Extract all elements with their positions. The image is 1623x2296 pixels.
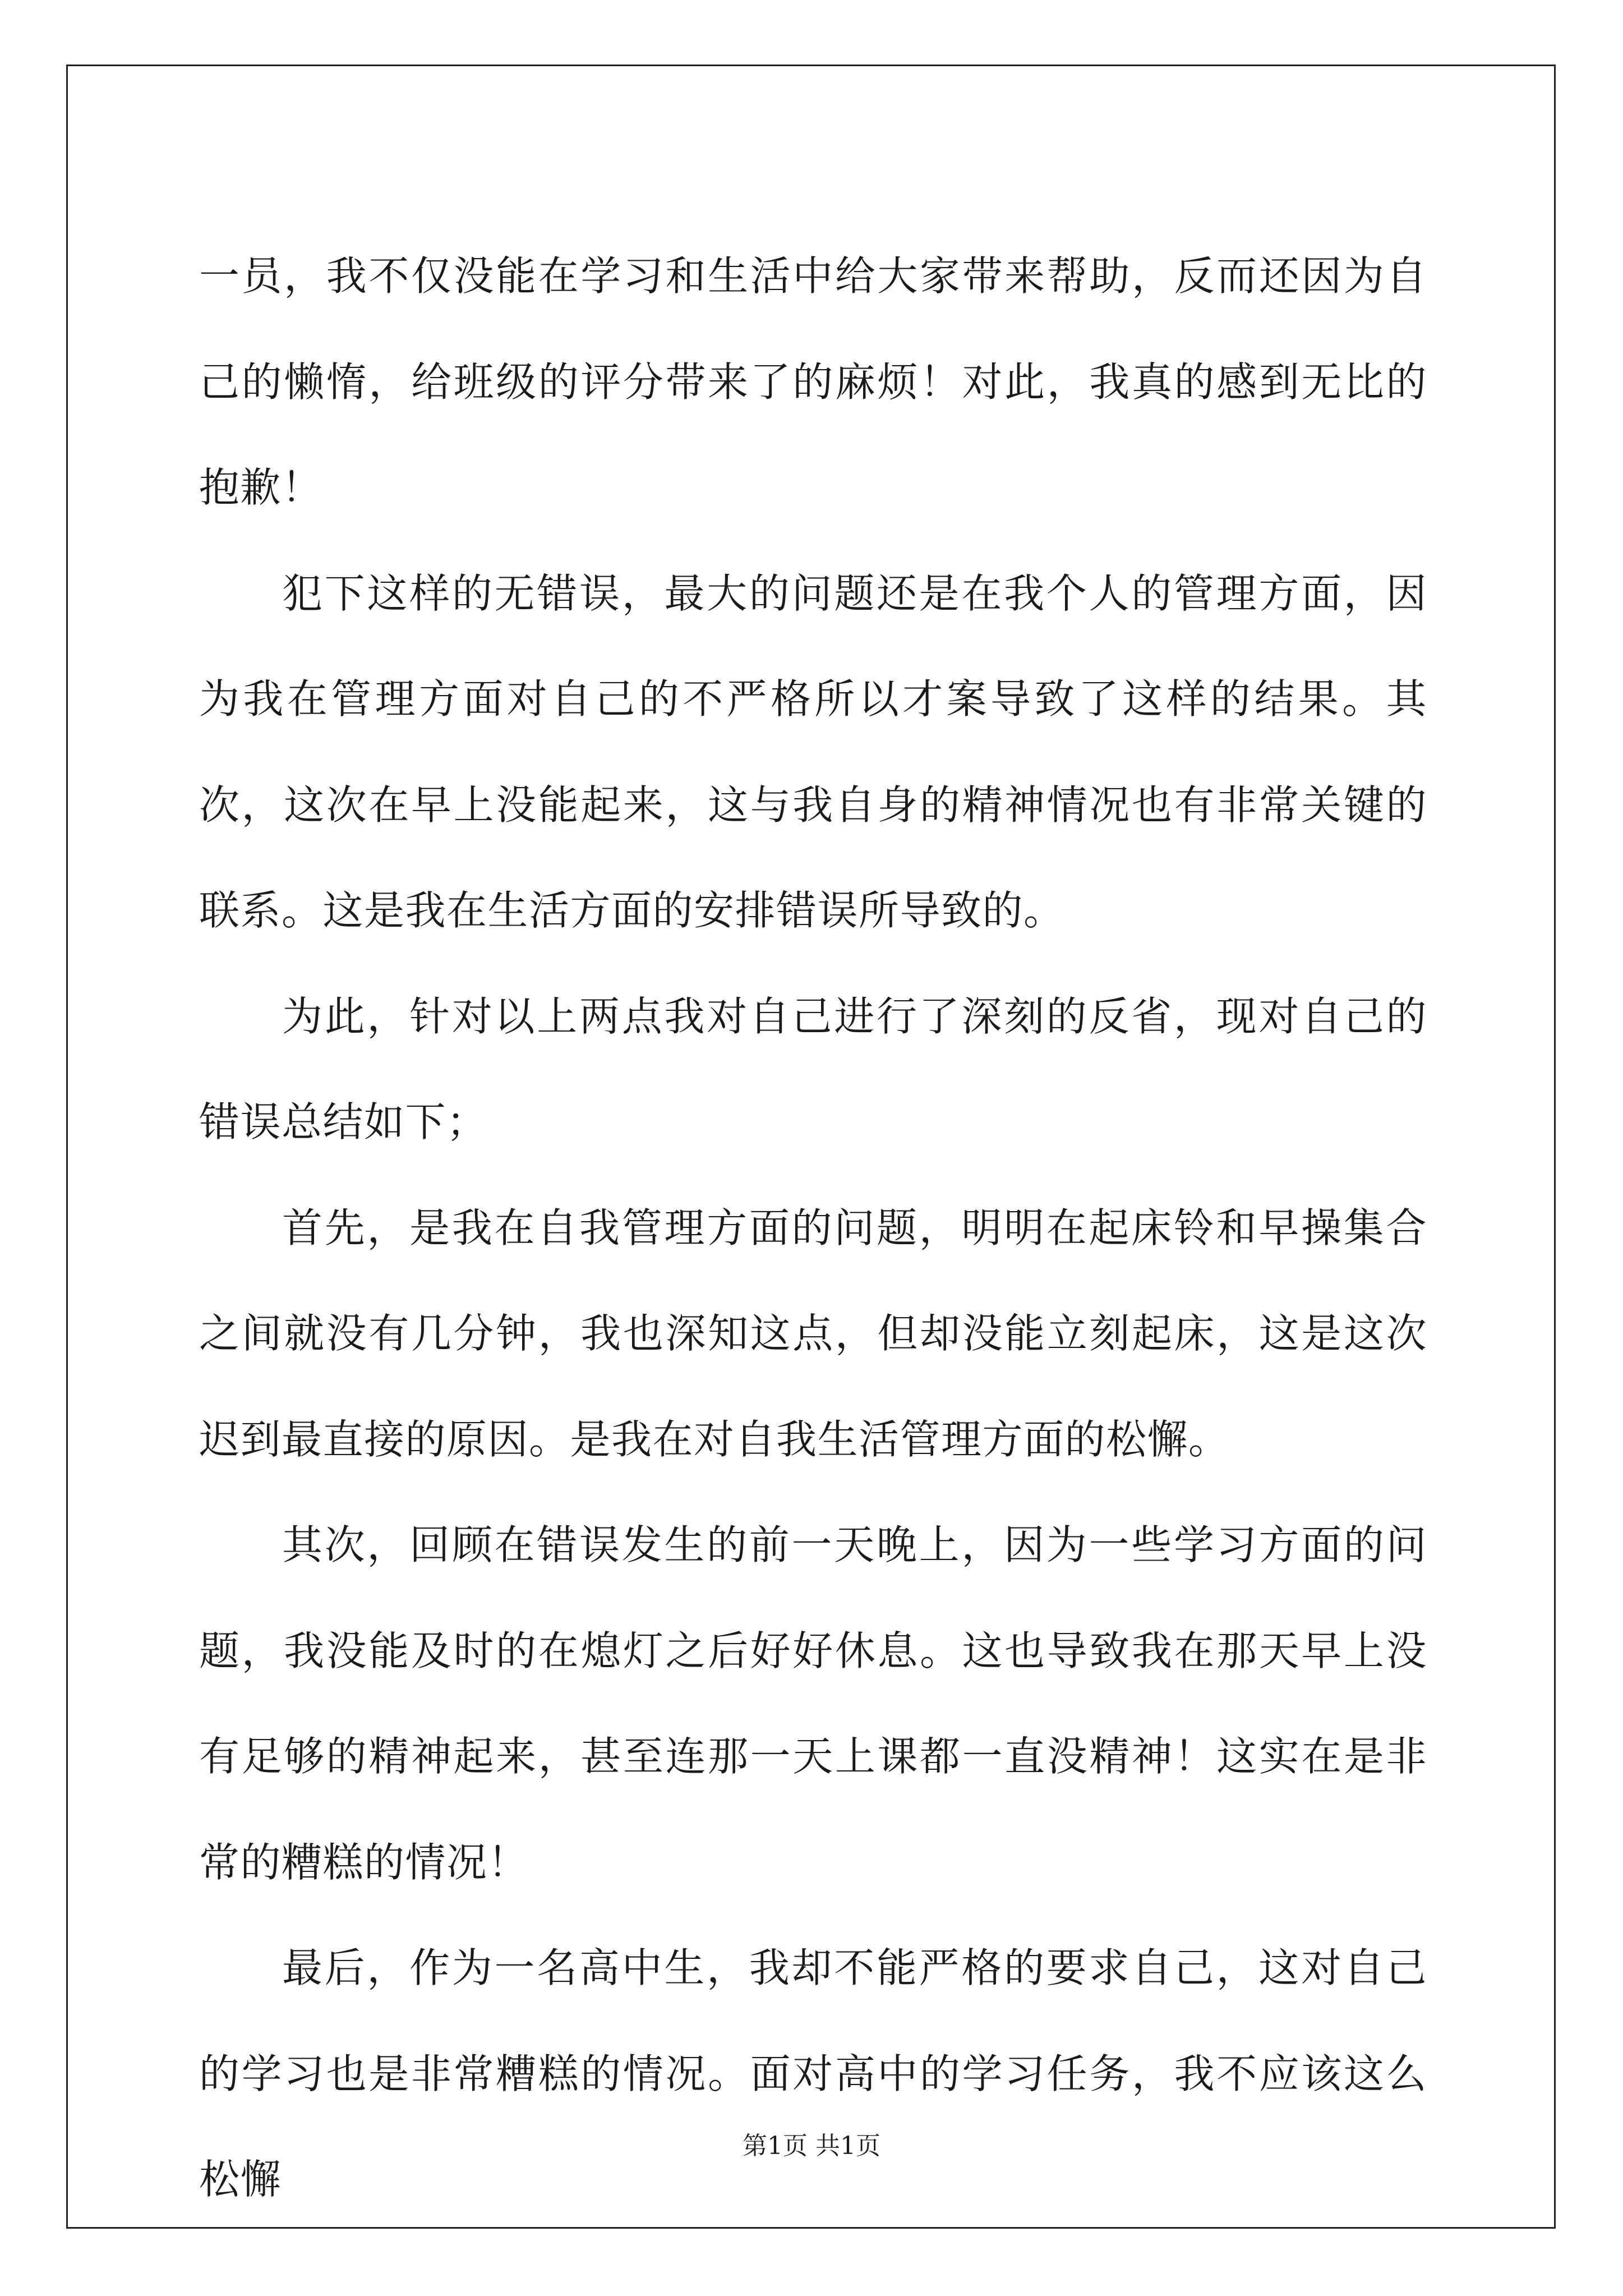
paragraph-6: 最后，作为一名高中生，我却不能严格的要求自己，这对自己的学习也是非常糟糕的情况。面对高中的学习任务，我不应该这么松懈 <box>199 1944 1427 2203</box>
paragraph-4: 首先，是我在自我管理方面的问题，明明在起床铃和早操集合之间就没有几分钟，我也深知这点，但却没能立刻起床，这是这次迟到最直接的原因。是我在对自我生活管理方面的松懈。 <box>199 1204 1427 1463</box>
document-body <box>199 223 1427 2233</box>
page-footer: 第1页 共1页 <box>743 2132 880 2160</box>
paragraph-3: 为此，针对以上两点我对自己进行了深刻的反省，现对自己的错误总结如下； <box>199 992 1427 1145</box>
paragraph-1: 一员，我不仅没能在学习和生活中给大家带来帮助，反而还因为自己的懒惰，给班级的评分带来了的麻烦！对此，我真的感到无比的抱歉！ <box>199 252 1427 511</box>
paragraph-2: 犯下这样的无错误，最大的问题还是在我个人的管理方面，因为我在管理方面对自己的不严格所以才案导致了这样的结果。其次，这次在早上没能起来，这与我自身的精神情况也有非常关键的联系。这是我在生活方面的安排错误所导致的。 <box>199 569 1427 934</box>
paragraph-5: 其次，回顾在错误发生的前一天晚上，因为一些学习方面的问题，我没能及时的在熄灯之后好好休息。这也导致我在那天早上没有足够的精神起来，甚至连那一天上课都一直没精神！这实在是非常的糟糕的情况！ <box>199 1521 1427 1886</box>
